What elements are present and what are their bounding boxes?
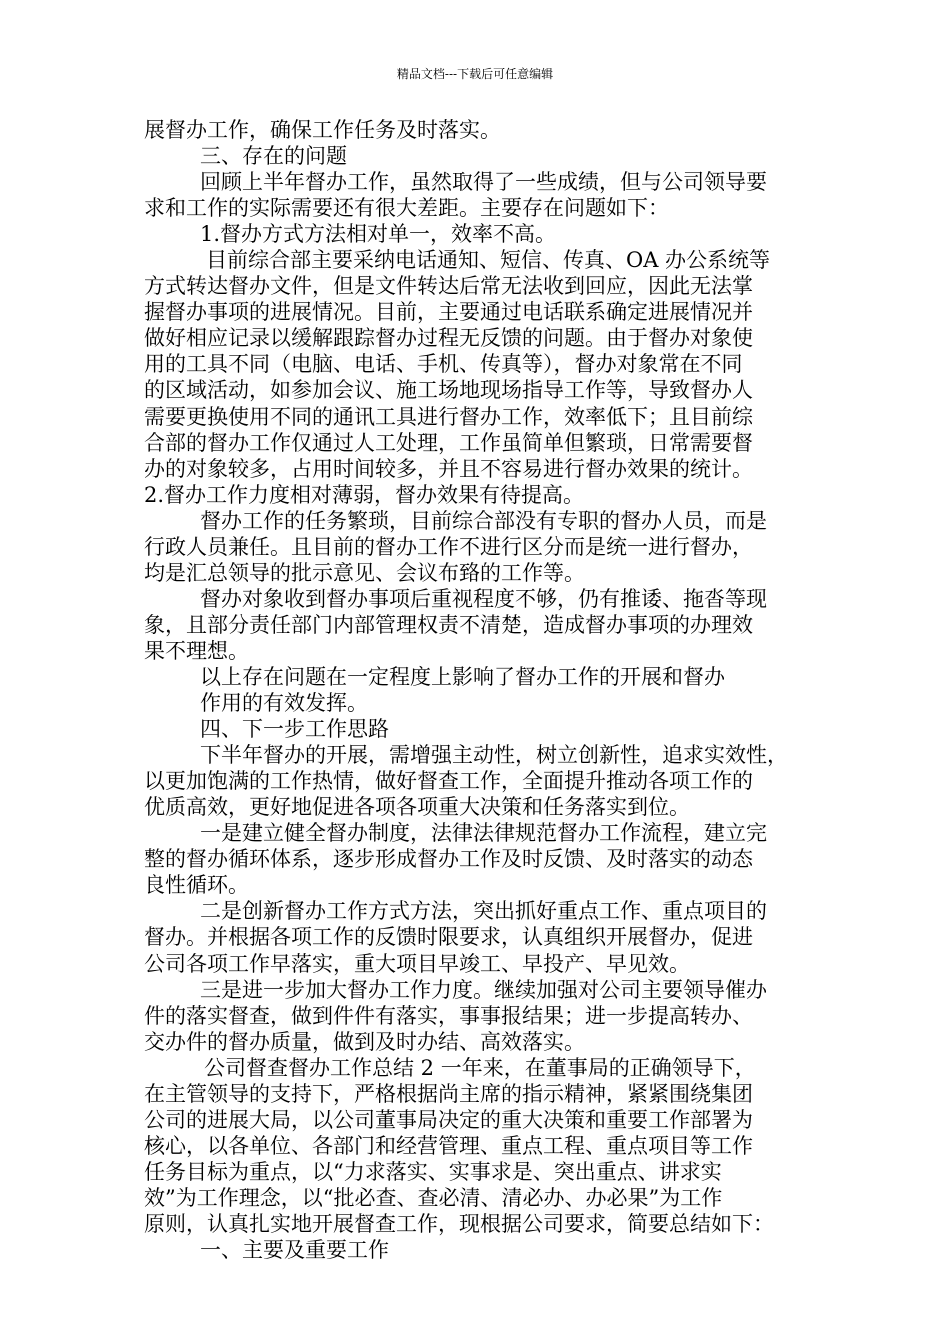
text-line: 督办。并根据各项工作的反馈时限要求，认真组织开展督办，促进 — [144, 925, 753, 950]
text-line: 合部的督办工作仅通过人工处理，工作虽简单但繁琐，日常需要督 — [144, 430, 753, 455]
text-line: 象，且部分责任部门内部管理权责不清楚，造成督办事项的办理效 — [144, 612, 753, 637]
section-heading: 一、主要及重要工作 — [200, 1238, 389, 1263]
text-line: 效”为工作理念，以“批必查、查必清、清必办、办必果”为工作 — [144, 1185, 723, 1210]
text-line: 交办件的督办质量，做到及时办结、高效落实。 — [144, 1029, 585, 1054]
text-line: 任务目标为重点，以“力求落实、实事求是、突出重点、讲求实 — [144, 1159, 722, 1184]
text-line: 握督办事项的进展情况。目前，主要通过电话联系确定进展情况并 — [144, 300, 753, 325]
subsection-heading: 2.督办工作力度相对薄弱，督办效果有待提高。 — [144, 482, 585, 507]
text-line: 整的督办循环体系，逐步形成督办工作及时反馈、及时落实的动态 — [144, 847, 753, 872]
text-line: 三是进一步加大督办工作力度。继续加强对公司主要领导催办 — [200, 977, 767, 1002]
text-line: 回顾上半年督办工作，虽然取得了一些成绩，但与公司领导要 — [200, 170, 767, 195]
text-line: 下半年督办的开展，需增强主动性，树立创新性，追求实效性， — [200, 743, 788, 768]
subsection-heading: 1.督办方式方法相对单一，效率不高。 — [200, 222, 557, 247]
text-line: 行政人员兼任。且目前的督办工作不进行区分而是统一进行督办， — [144, 534, 753, 559]
text-line: 办的对象较多，占用时间较多，并且不容易进行督办效果的统计。 — [144, 456, 753, 481]
text-line: 公司督查督办工作总结 2 一年来，在董事局的正确领导下， — [204, 1055, 756, 1080]
section-heading: 三、存在的问题 — [200, 144, 347, 169]
text-line: 展督办工作，确保工作任务及时落实。 — [144, 118, 501, 142]
text-line: 良性循环。 — [144, 873, 249, 898]
text-line: 一是建立健全督办制度，法律法律规范督办工作流程，建立完 — [200, 821, 767, 846]
text-line: 公司各项工作早落实，重大项目早竣工、早投产、早见效。 — [144, 951, 690, 976]
text-line: 果不理想。 — [144, 638, 249, 663]
text-line: 督办对象收到督办事项后重视程度不够，仍有推诿、拖沓等现 — [200, 586, 767, 611]
text-line: 目前综合部主要采纳电话通知、短信、传真、OA 办公系统等 — [206, 248, 771, 273]
text-line: 均是汇总领导的批示意见、会议布臵的工作等。 — [144, 560, 585, 585]
text-line: 在主管领导的支持下，严格根据尚主席的指示精神，紧紧围绕集团 — [144, 1081, 753, 1106]
text-line: 作用的有效发挥。 — [200, 691, 368, 716]
text-line: 二是创新督办工作方式方法，突出抓好重点工作、重点项目的 — [200, 899, 767, 924]
text-line: 督办工作的任务繁琐，目前综合部没有专职的督办人员，而是 — [200, 508, 767, 533]
document-body — [144, 117, 814, 1263]
text-line: 需要更换使用不同的通讯工具进行督办工作，效率低下；且目前综 — [144, 404, 753, 429]
text-line: 件的落实督查，做到件件有落实，事事报结果；进一步提高转办、 — [144, 1003, 753, 1028]
page-header: 精品文档---下载后可任意编辑 — [396, 67, 554, 81]
text-line: 核心，以各单位、各部门和经营管理、重点工程、重点项目等工作 — [144, 1133, 753, 1158]
text-line: 用的工具不同（电脑、电话、手机、传真等），督办对象常在不同 — [144, 352, 743, 377]
text-line: 公司的进展大局，以公司董事局决定的重大决策和重要工作部署为 — [144, 1107, 753, 1132]
text-line: 以上存在问题在一定程度上影响了督办工作的开展和督办 — [200, 664, 725, 689]
text-line: 原则，认真扎实地开展督查工作，现根据公司要求，简要总结如下： — [144, 1211, 774, 1236]
text-line: 以更加饱满的工作热情，做好督查工作，全面提升推动各项工作的 — [144, 769, 753, 794]
text-line: 方式转达督办文件，但是文件转达后常无法收到回应，因此无法掌 — [144, 274, 753, 299]
section-heading: 四、下一步工作思路 — [200, 717, 389, 742]
text-line: 优质高效，更好地促进各项各项重大决策和任务落实到位。 — [144, 795, 690, 820]
text-line: 的区域活动，如参加会议、施工场地现场指导工作等，导致督办人 — [144, 378, 753, 403]
text-line: 求和工作的实际需要还有很大差距。主要存在问题如下： — [144, 196, 669, 221]
text-line: 做好相应记录以缓解跟踪督办过程无反馈的问题。由于督办对象使 — [144, 326, 753, 351]
